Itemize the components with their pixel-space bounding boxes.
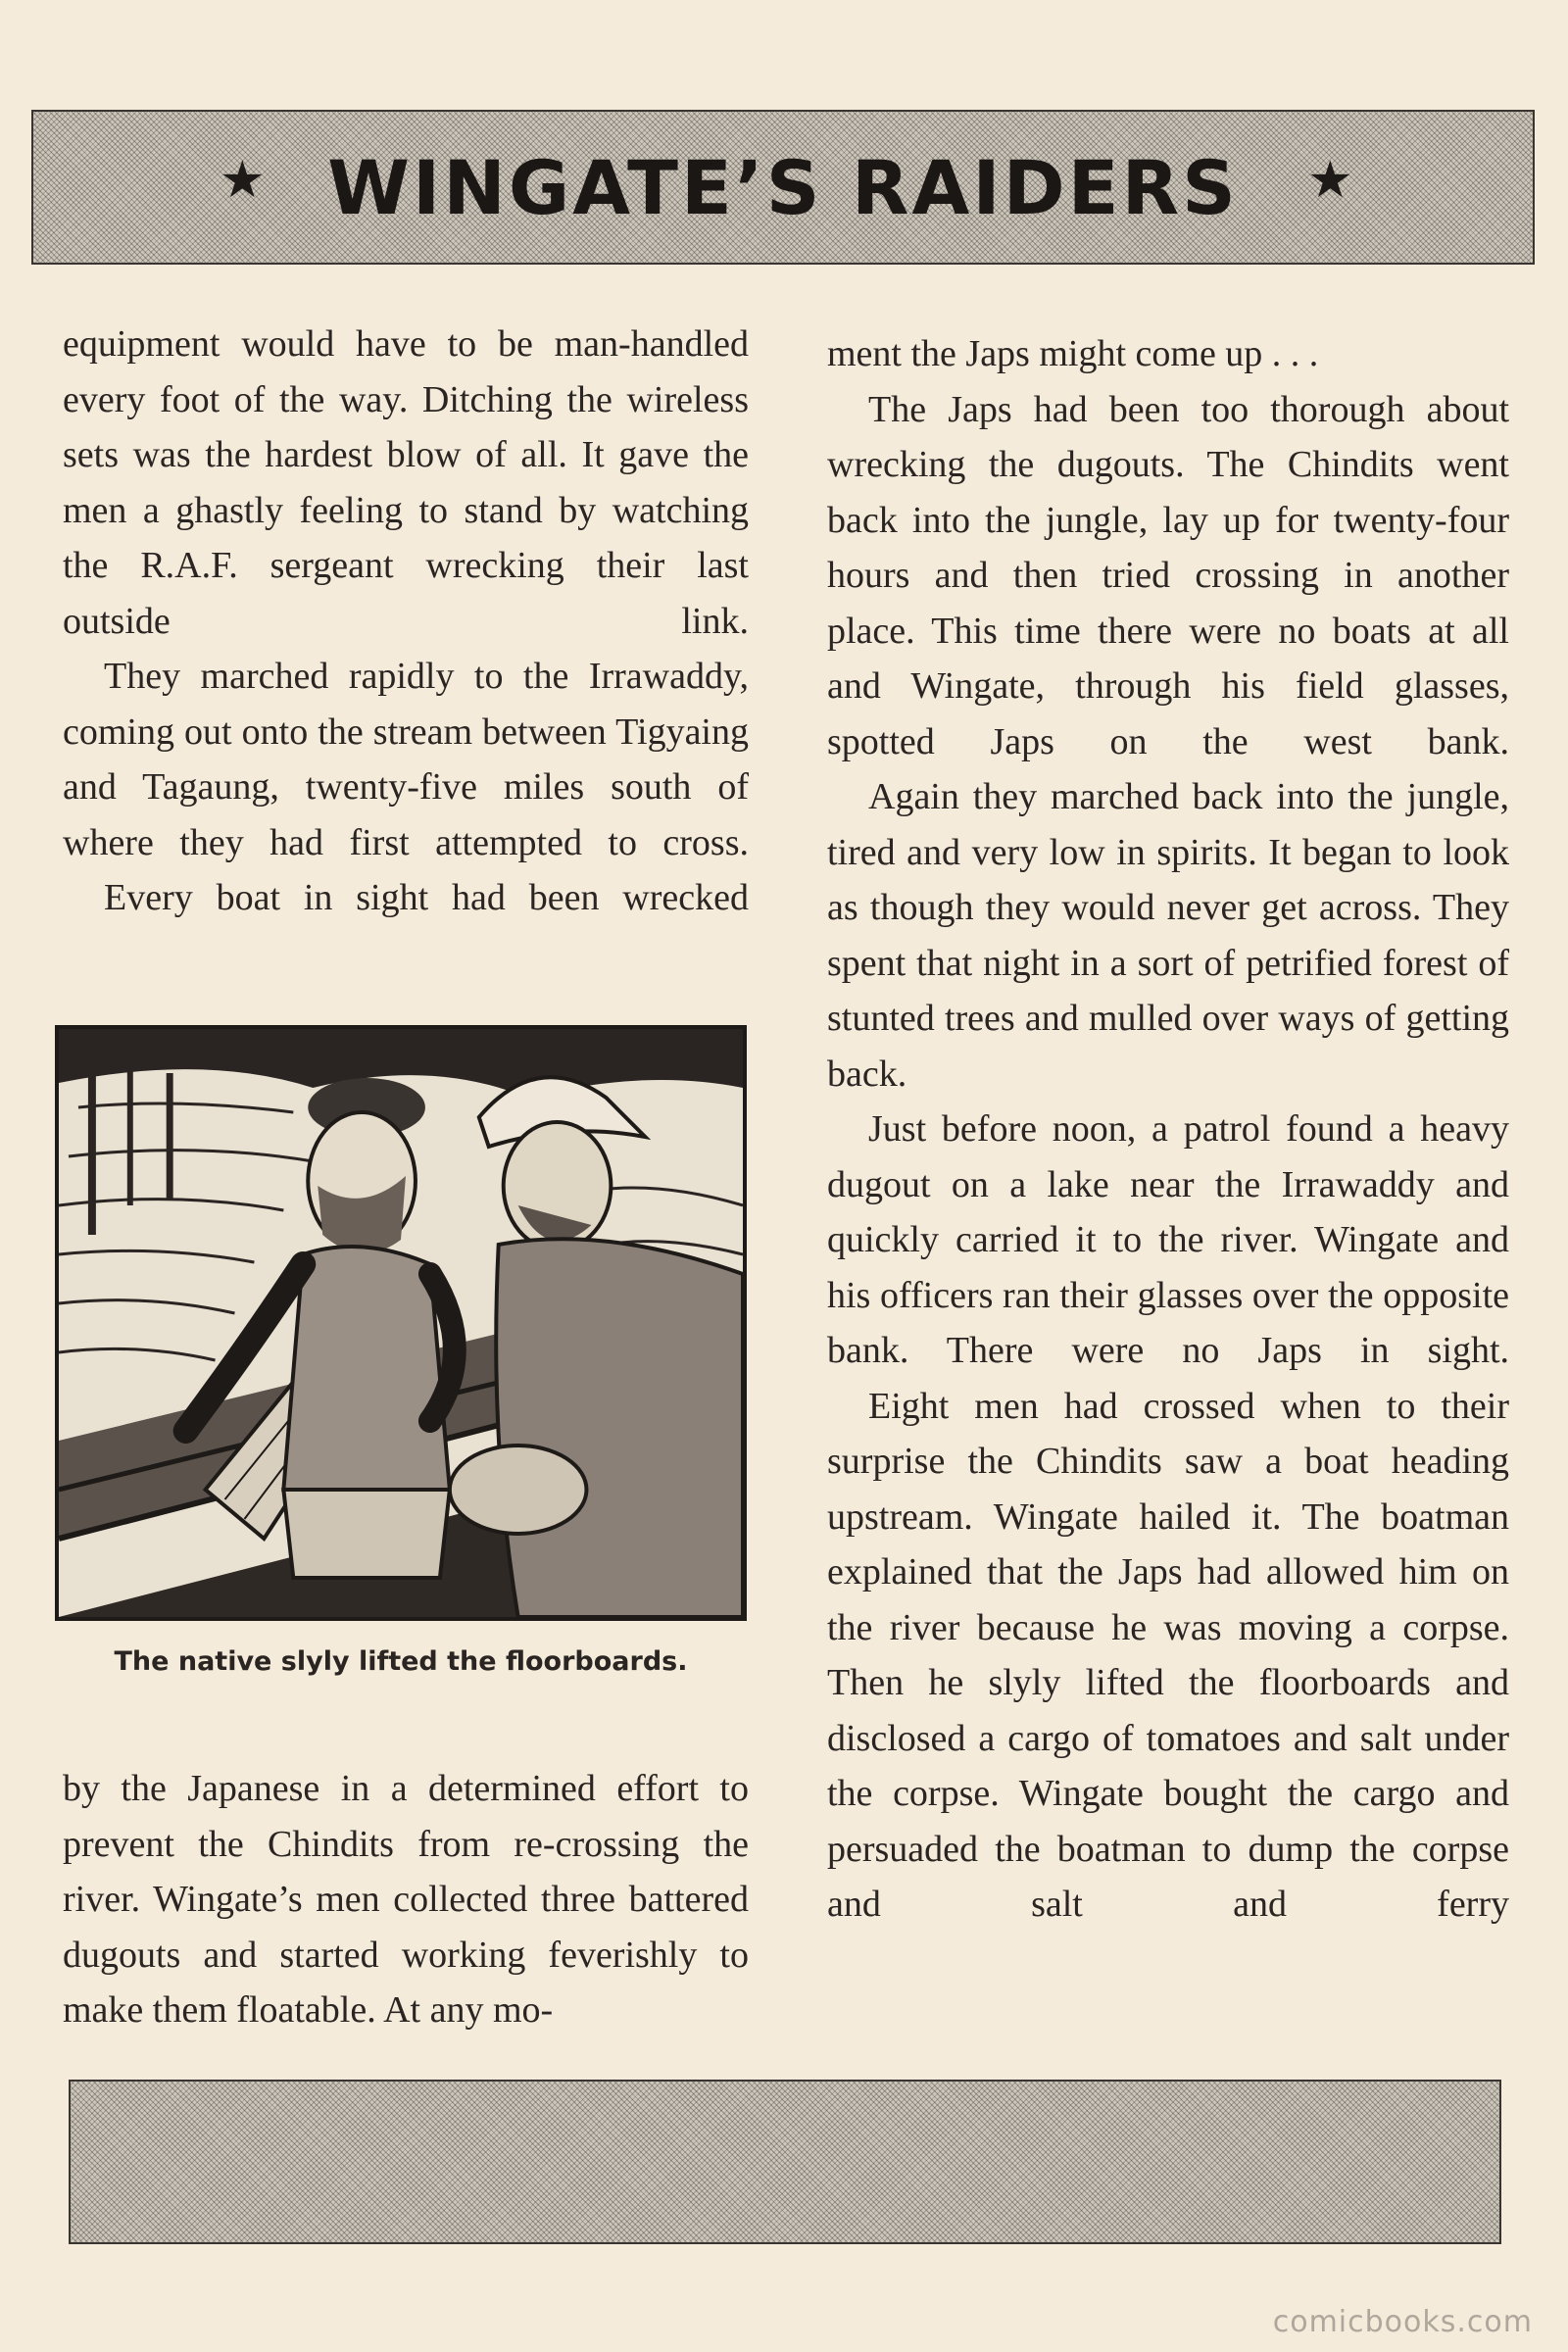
paragraph: The Japs had been too thorough about wrecking the dugouts. The Chindits went back into the jungle, lay up for twenty-four hours and then tried crossing in another place. This time there were no boats at all and Wingate, through his field glasses, spotted Japs on the west bank.	[827, 388, 1509, 762]
paragraph: They marched rapidly to the Irrawaddy, coming out onto the stream between Tigyaing and Tagaung, twenty-five miles south of where they had first attempted to cross.	[63, 656, 749, 863]
right-column	[827, 326, 1509, 1933]
paragraph: by the Japanese in a determined effort to prevent the Chindits from re-crossing the river. Wingate’s men collected three battered dugouts and started working feverishly to make them floatable. At any mo-	[63, 1768, 749, 2031]
paragraph: Eight men had crossed when to their surprise the Chindits saw a boat heading upstream. Wingate hailed it. The boatman explained that the Japs had allowed him on the river because he was moving a corpse. Then he slyly lifted the floorboards and disclosed a cargo of tomatoes and salt under the corpse. Wingate bought the cargo and persuaded the boatman to dump the corpse and salt and ferry	[827, 1385, 1509, 1925]
paragraph: Every boat in sight had been wrecked	[104, 877, 749, 918]
paragraph: ment the Japs might come up . . .	[827, 333, 1319, 374]
paragraph: Again they marched back into the jungle, tired and very low in spirits. It began to look as though they would never get across. They spent that night in a sort of petrified forest of stunted trees and mulled over ways of getting back.	[827, 776, 1509, 1095]
illustration-caption: The native slyly lifted the floorboards.	[114, 1646, 688, 1677]
star-left-icon: ★	[220, 151, 266, 210]
illustration-panel	[55, 1025, 747, 1621]
left-column-bottom	[63, 1761, 749, 2038]
left-column-top	[63, 317, 749, 926]
paragraph: equipment would have to be man-handled every foot of the way. Ditching the wireless sets was the hardest blow of all. It gave the men a ghastly feeling to stand by watching the R.A.F. sergeant wrecking their last outside link.	[63, 323, 749, 642]
page-title: WINGATE’S RAIDERS	[327, 143, 1239, 231]
footer-band	[69, 2080, 1501, 2244]
header-banner	[31, 110, 1535, 265]
star-right-icon: ★	[1307, 151, 1353, 210]
illustration-drawing	[59, 1029, 743, 1617]
paragraph: Just before noon, a patrol found a heavy dugout on a lake near the Irrawaddy and quickly carried it to the river. Wingate and his officers ran their glasses over the opposite bank. There were no Japs in sight.	[827, 1108, 1509, 1371]
watermark: comicbooks.com	[1272, 2305, 1533, 2339]
